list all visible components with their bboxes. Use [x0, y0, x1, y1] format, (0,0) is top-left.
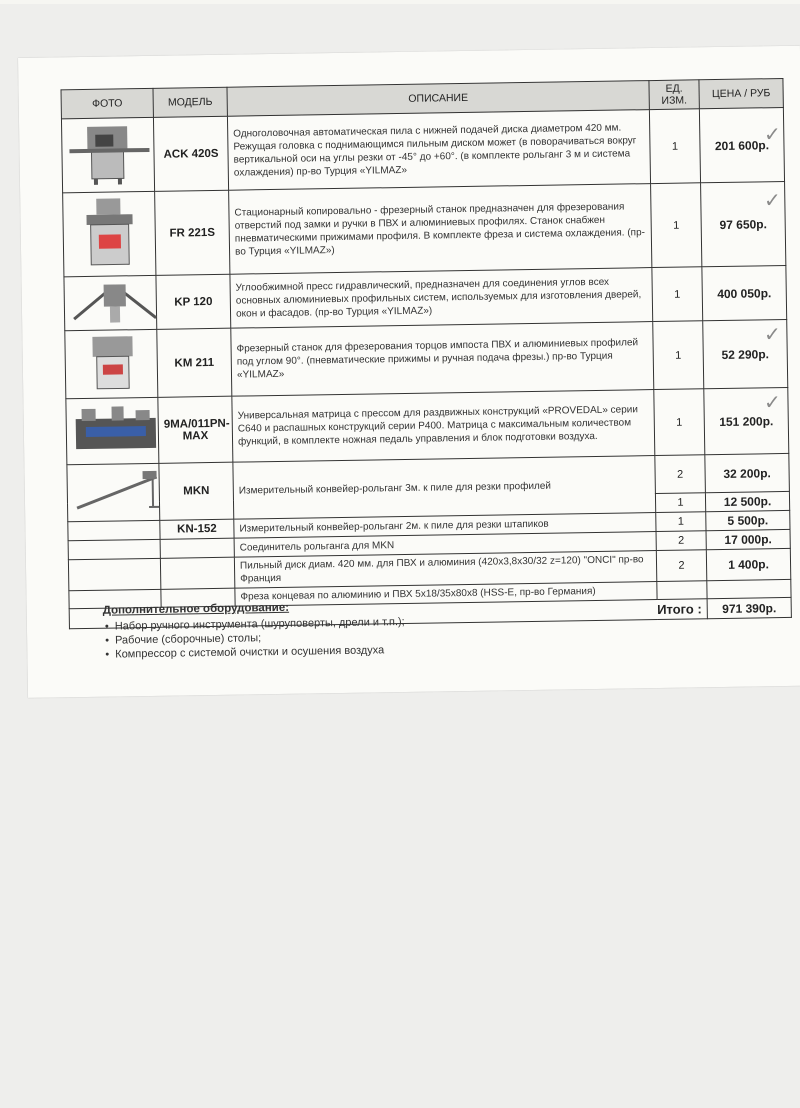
- description-cell: Фрезерный станок для фрезерования торцов импоста ПВХ и алюминиевых профилей под углом 90°. (пневматические прижимы и ручная подача фрезы.) пр-во Турция «YILMAZ»: [231, 322, 654, 397]
- qty-cell: 1: [653, 321, 704, 390]
- price-cell: 12 500р.: [705, 491, 789, 511]
- price-cell: 97 650р.: [701, 181, 786, 266]
- description-cell: Стационарный копировально - фрезерный станок предназначен для фрезерования отверстий под замки и ручки в ПВХ и алюминиевых профилях. Станок снабжен пневматическими прижимами профиля. В комплекте фреза и система охлаждения. (пр-во Турция «YILMAZ»): [229, 184, 652, 275]
- qty-cell: 1: [655, 493, 705, 513]
- model-cell: KM 211: [157, 328, 232, 397]
- qty-cell: 2: [656, 550, 706, 582]
- table-row: [65, 319, 788, 398]
- description-cell: Пильный диск диам. 420 мм. для ПВХ и алюминия (420x3,8x30/32 z=120) "ONCI" пр-во Франция: [234, 551, 656, 589]
- table-row: [61, 107, 784, 192]
- conveyor-photo: [72, 466, 163, 515]
- photo-cell: [66, 397, 159, 464]
- checkmark-icon: ✓: [764, 188, 781, 212]
- price-cell: [707, 579, 791, 598]
- list-item: • Компрессор с системой очистки и осушения воздуха: [115, 644, 405, 661]
- model-cell: 9MA/011PN-MAX: [158, 396, 233, 463]
- model-cell: [160, 538, 234, 558]
- photo-cell: [64, 275, 157, 330]
- additional-list: [103, 616, 405, 661]
- qty-cell: [657, 581, 707, 600]
- page-top-edge: [0, 0, 800, 4]
- photo-cell: [68, 520, 160, 540]
- checkmark-icon: ✓: [764, 122, 781, 146]
- qty-cell: 1: [654, 389, 705, 456]
- description-cell: Фреза концевая по алюминию и ПВХ 5x18/35x80x8 (HSS-E, пр-во Германия): [235, 582, 657, 607]
- matrix-press-photo: [71, 400, 160, 459]
- photo-cell: [68, 558, 160, 590]
- total-label: Итого :: [69, 599, 707, 629]
- additional-title: Дополнительное оборудование:: [102, 601, 290, 617]
- header-model: МОДЕЛЬ: [153, 87, 227, 117]
- qty-cell: 1: [656, 512, 706, 532]
- header-description: ОПИСАНИЕ: [227, 81, 649, 117]
- model-cell: KP 120: [156, 274, 231, 329]
- model-cell: MKN: [159, 462, 234, 520]
- copy-router-photo: [68, 194, 153, 271]
- description-cell: Соединитель рольганга для MKN: [234, 532, 656, 558]
- table-row: [66, 387, 789, 464]
- corner-press-photo: [69, 278, 160, 325]
- qty-cell: 1: [649, 109, 700, 184]
- price-table: [60, 78, 791, 629]
- model-cell: [160, 557, 234, 589]
- additional-equipment: [103, 600, 406, 663]
- description-cell: Углообжимной пресс гидравлический, предназначен для соединения углов всех основных алюминиевых профильных систем, используемых для изготовления дверей, окон и фасадов. (пр-во Турция «YILMAZ»): [230, 268, 653, 329]
- price-cell: 17 000р.: [706, 529, 790, 549]
- document-sheet: [18, 46, 800, 698]
- checkmark-icon: ✓: [764, 322, 781, 346]
- checkmark-icon: ✓: [764, 390, 781, 414]
- photo-cell: [63, 191, 156, 276]
- price-cell: 1 400р.: [706, 548, 790, 580]
- table-row: [63, 181, 786, 276]
- header-price: ЦЕНА / РУБ: [699, 78, 783, 108]
- photo-cell: [65, 329, 158, 398]
- price-cell: 201 600р.: [699, 107, 784, 182]
- total-value: 971 390р.: [707, 597, 791, 618]
- photo-cell: [61, 117, 154, 192]
- price-cell: 32 200р.: [705, 453, 790, 492]
- list-item: • Набор ручного инструмента (шуруповерты, дрели и т.п.);: [115, 616, 405, 633]
- model-cell: FR 221S: [155, 190, 230, 275]
- description-cell: Измерительный конвейер-рольганг 3м. к пиле для резки профилей: [233, 456, 656, 520]
- qty-cell: 1: [651, 183, 702, 268]
- description-cell: Измерительный конвейер-рольганг 2м. к пиле для резки штапиков: [234, 513, 656, 539]
- price-cell: 151 200р.: [704, 387, 789, 454]
- qty-cell: 1: [652, 267, 703, 322]
- description-cell: Одноголовочная автоматическая пила с нижней подачей диска диаметром 420 мм. Режущая головка с поднимающимся пильным диском может (в поворачиваться вокруг вертикальной оси на углы резки от -45° до +60°. (в комплекте рольганг 3 м и система охлаждения) пр-во Турция «YILMAZ»: [227, 110, 650, 191]
- saw-machine-photo: [67, 120, 152, 187]
- qty-cell: 2: [655, 455, 706, 494]
- header-photo: ФОТО: [61, 88, 153, 118]
- photo-cell: [68, 539, 160, 559]
- price-cell: 400 050р.: [702, 265, 787, 320]
- model-cell: KN-152: [160, 519, 234, 539]
- header-unit: ЕД. ИЗМ.: [649, 80, 699, 110]
- price-cell: 52 290р.: [703, 319, 788, 388]
- price-cell: 5 500р.: [706, 510, 790, 530]
- description-cell: Универсальная матрица с прессом для раздвижных конструкций «PROVEDAL» серии C640 и распашных конструкций серии P400. Матрица с максимальным количеством функций, в комплекте ножная педаль управления и блок подготовки воздуха.: [232, 390, 655, 463]
- list-item: • Рабочие (сборочные) столы;: [115, 630, 405, 647]
- photo-cell: [67, 463, 160, 521]
- end-milling-photo: [70, 332, 155, 393]
- qty-cell: 2: [656, 531, 706, 551]
- model-cell: ACK 420S: [153, 116, 228, 191]
